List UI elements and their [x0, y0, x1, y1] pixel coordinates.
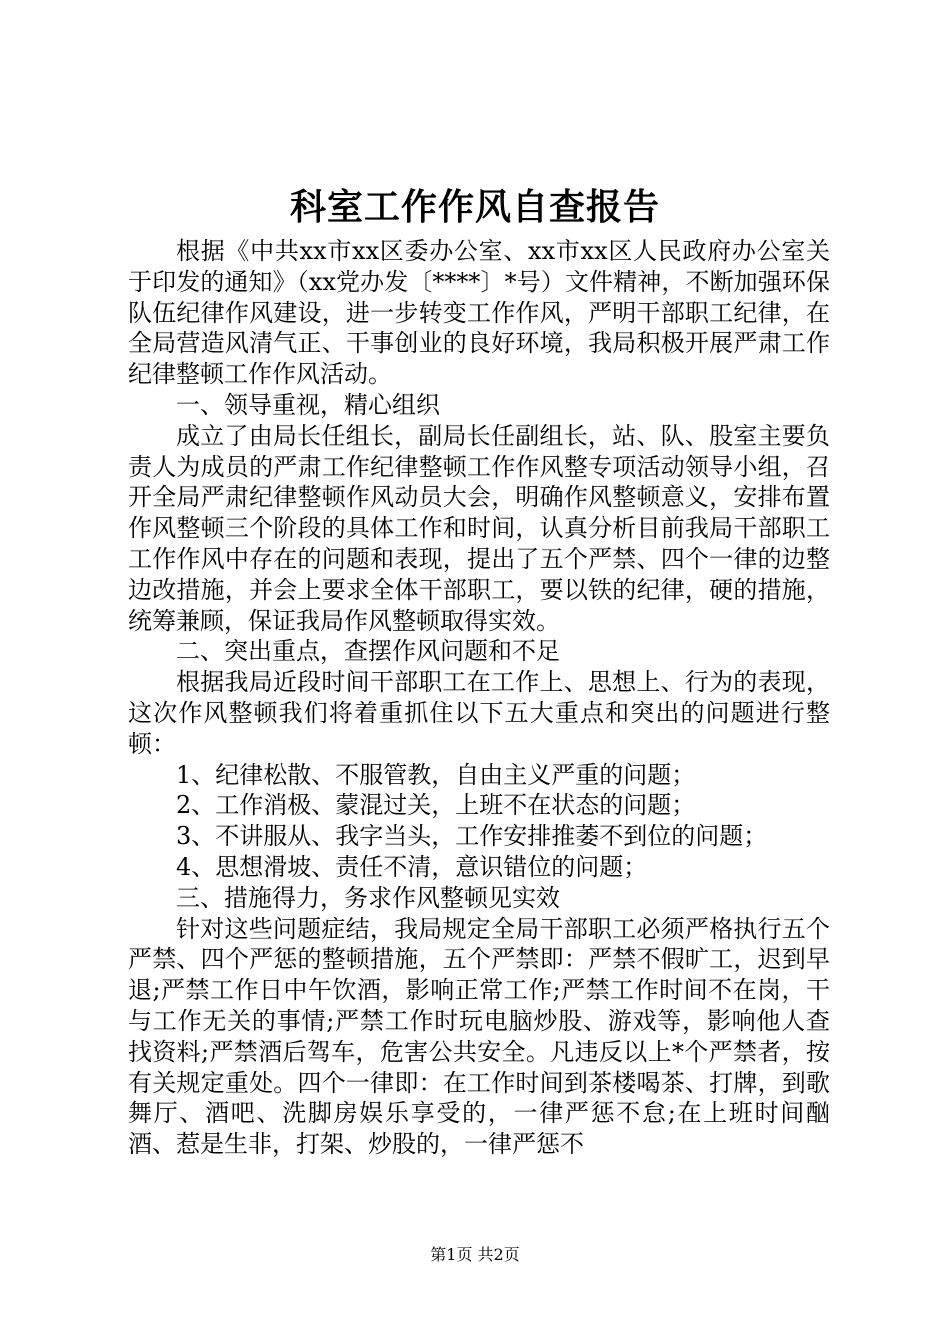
page-number-footer: 第1页 共2页 [430, 1245, 520, 1264]
list-item: 2、工作消极、蒙混过关，上班不在状态的问题； [176, 791, 696, 820]
body-paragraph: 针对这些问题症结，我局规定全局干部职工必须严格执行五个严禁、四个严惩的整顿措施，五个严禁即：严禁不假旷工，迟到早退;严禁工作日中午饮酒，影响正常工作;严禁工作时间不在岗，干与工作无关的事情;严禁工作时玩电脑炒股、游戏等，影响他人查找资料;严禁酒后驾车，危害公共安全。凡违反以上*个严禁者，按有关规定重处。四个一律即：在工作时间到茶楼喝茶、打牌，到歌舞厅、酒吧、洗脚房娱乐享受的，一律严惩不怠;在上班时间酗酒、惹是生非，打架、炒股的，一律严惩不 [128, 914, 830, 1159]
section-heading-1: 一、领导重视，精心组织 [176, 390, 440, 419]
intro-paragraph: 根据《中共xx市xx区委办公室、xx市xx区人民政府办公室关于印发的通知》（xx党办发〔****〕*号）文件精神，不断加强环保队伍纪律作风建设，进一步转变工作作风，严明干部职工纪律，在全局营造风清气正、干事创业的良好环境，我局积极开展严肃工作纪律整顿工作作风活动。 [128, 237, 830, 389]
section-heading-2: 二、突出重点，查摆作风问题和不足 [176, 637, 560, 666]
list-item: 3、不讲服从、我字当头，工作安排推萎不到位的问题； [176, 822, 768, 851]
body-paragraph: 成立了由局长任组长，副局长任副组长，站、队、股室主要负责人为成员的严肃工作纪律整顿工作作风整专项活动领导小组，召开全局严肃纪律整顿作风动员大会，明确作风整顿意义，安排布置作风整顿三个阶段的具体工作和时间，认真分析目前我局干部职工工作作风中存在的问题和表现，提出了五个严禁、四个一律的边整边改措施，并会上要求全体干部职工，要以铁的纪律，硬的措施，统筹兼顾，保证我局作风整顿取得实效。 [128, 421, 830, 635]
list-item: 4、思想滑坡、责任不清，意识错位的问题； [176, 852, 648, 881]
document-title: 科室工作作风自查报告 [289, 186, 660, 228]
body-paragraph: 根据我局近段时间干部职工在工作上、思想上、行为的表现，这次作风整顿我们将着重抓住以下五大重点和突出的问题进行整顿： [128, 668, 830, 758]
document-body [128, 236, 830, 1160]
section-heading-3: 三、措施得力，务求作风整顿见实效 [176, 883, 560, 912]
list-item: 1、纪律松散、不服管教，自由主义严重的问题； [176, 760, 696, 789]
